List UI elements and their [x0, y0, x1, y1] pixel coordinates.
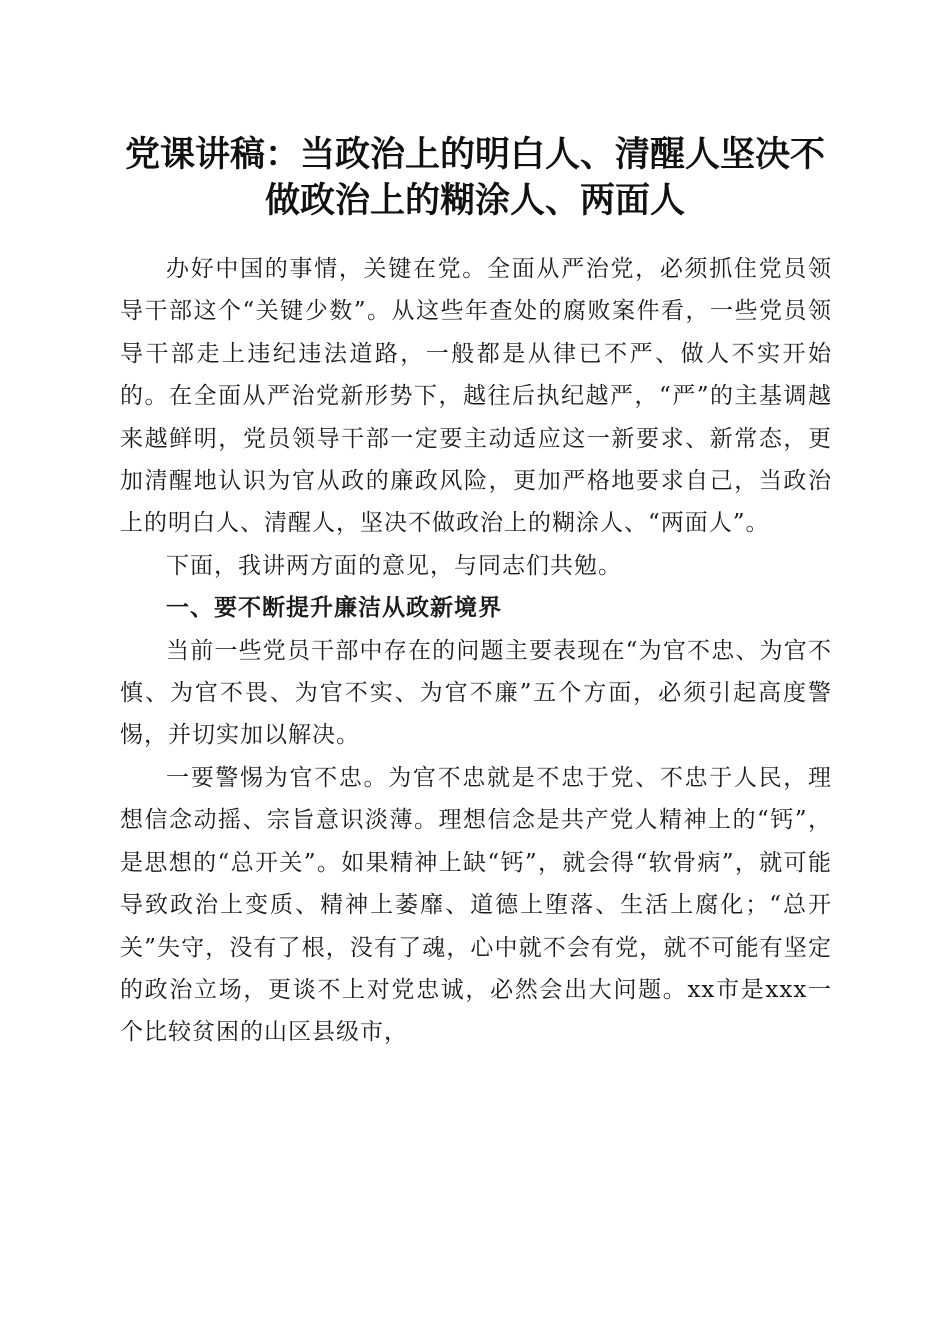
transition-paragraph: 下面，我讲两方面的意见，与同志们共勉。 [166, 552, 622, 579]
section-heading: 一、要不断提升廉洁从政新境界 [166, 595, 502, 622]
title-line-1: 党课讲稿：当政治上的明白人、清醒人坚决不 [124, 134, 825, 175]
section-paragraph: 一要警惕为官不忠。为官不忠就是不忠于党、不忠于人民，理想信念动摇、宗旨意识淡薄。理想信念是共产党人精神上的“钙”，是思想的“总开关”。如果精神上缺“钙”，就会得“软骨病”，就可能导致政治上变质、精神上萎靡、道德上堕落、生活上腐化；“总开关”失守，没有了根，没有了魂，心中就不会有党，就不可能有坚定的政治立场，更谈不上对党忠诚，必然会出大问题。xx市是xxx一个比较贫困的山区县级市， [120, 764, 832, 1046]
intro-paragraph: 办好中国的事情，关键在党。全面从严治党，必须抓住党员领导干部这个“关键少数”。从这些年查处的腐败案件看，一些党员领导干部走上违纪违法道路，一般都是从律已不严、做人不实开始的。在全面从严治党新形势下，越往后执纪越严，“严”的主基调越来越鲜明，党员领导干部一定要主动适应这一新要求、新常态，更加清醒地认识为官从政的廉政风险，更加严格地要求自己，当政治上的明白人、清醒人，坚决不做政治上的糊涂人、“两面人”。 [120, 256, 832, 537]
document-body [120, 248, 832, 1054]
section-paragraph: 当前一些党员干部中存在的问题主要表现在“为官不忠、为官不慎、为官不畏、为官不实、为官不廉”五个方面，必须引起高度警惕，并切实加以解决。 [120, 637, 832, 749]
title-line-2: 做政治上的糊涂人、两面人 [264, 180, 685, 221]
document-title [100, 132, 850, 224]
